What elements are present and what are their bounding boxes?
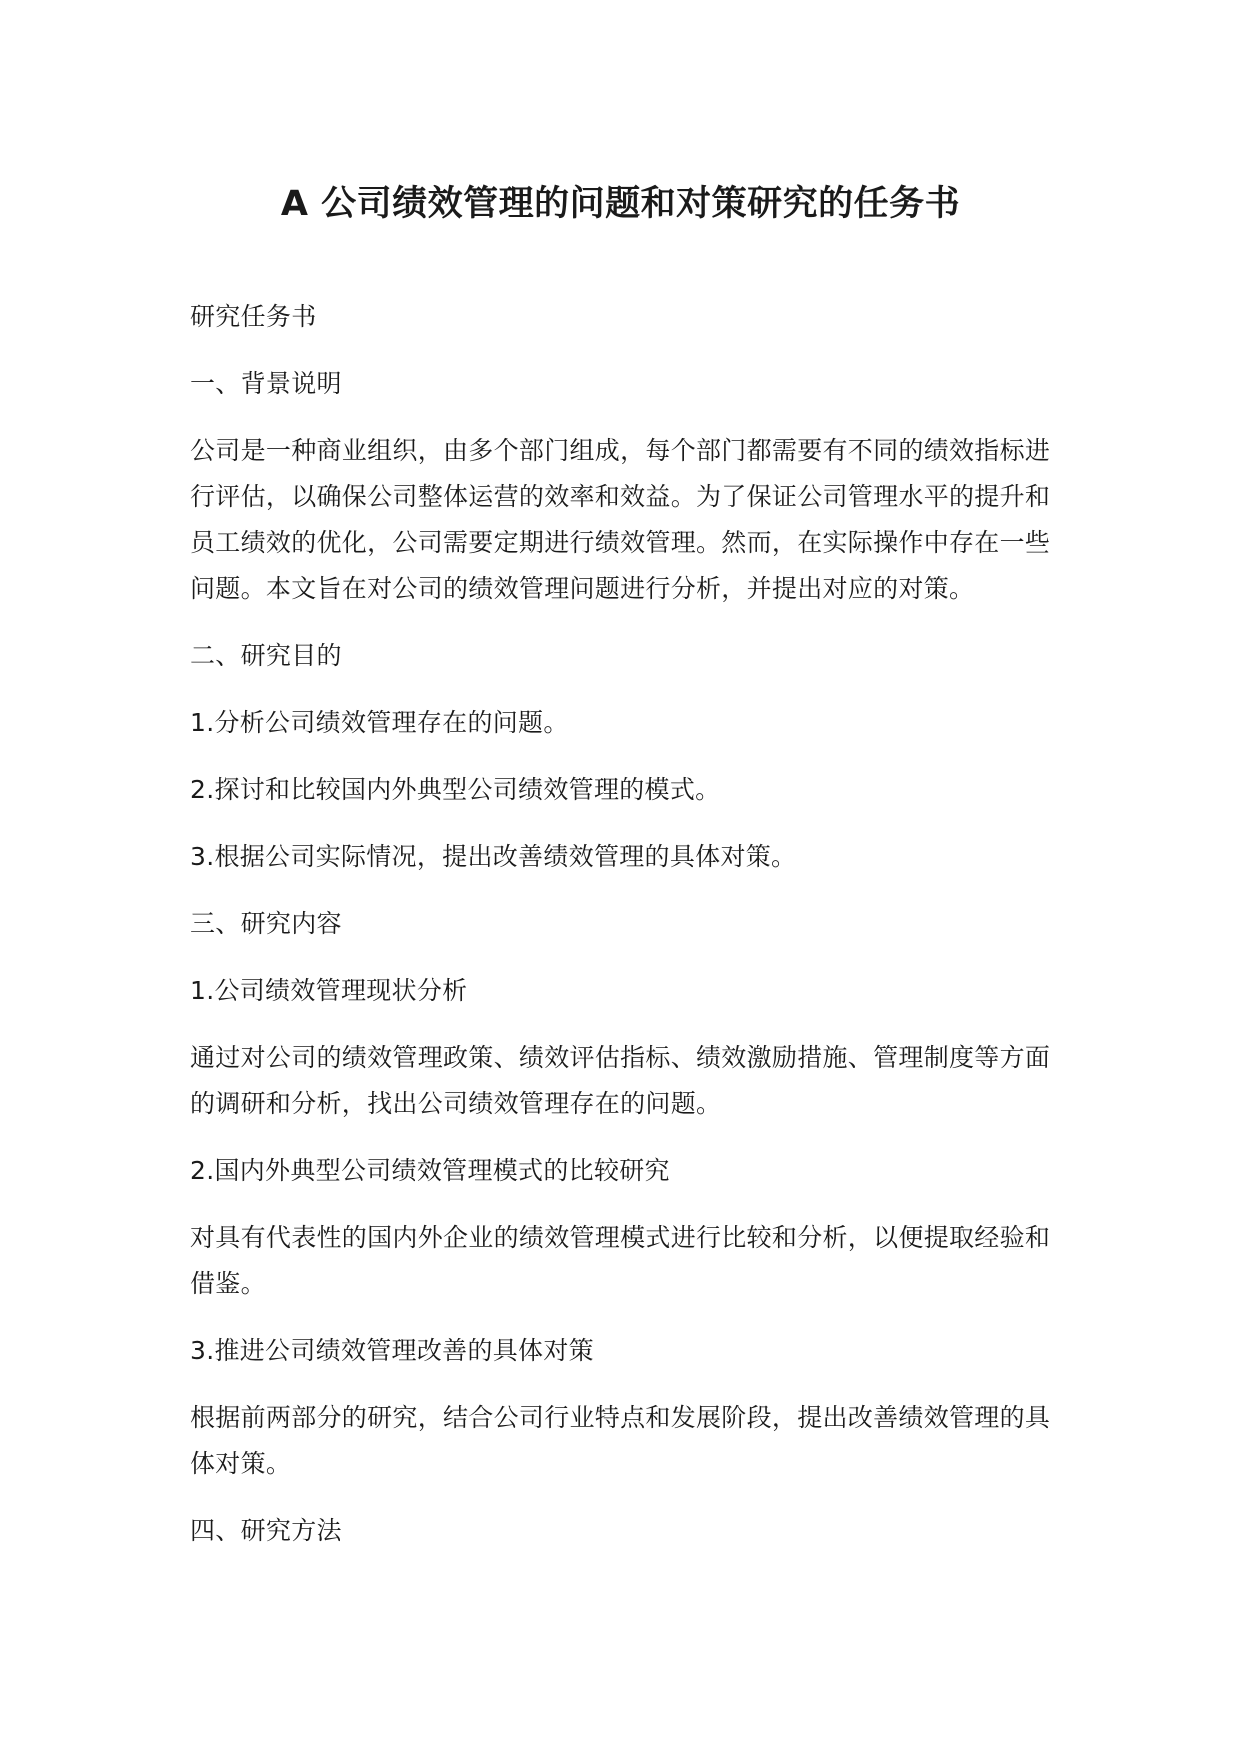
document-title: A 公司绩效管理的问题和对策研究的任务书 <box>280 184 961 224</box>
paragraph-content-2: 对具有代表性的国内外企业的绩效管理模式进行比较和分析，以便提取经验和借鉴。 <box>190 1223 1051 1298</box>
section-heading-method: 四、研究方法 <box>190 1516 342 1545</box>
section-heading-purpose: 二、研究目的 <box>190 641 342 670</box>
list-item-purpose-1: 1.分析公司绩效管理存在的问题。 <box>190 708 569 737</box>
subheading-content-1: 1.公司绩效管理现状分析 <box>190 976 468 1005</box>
document-body <box>190 294 1052 1575</box>
section-heading-background: 一、背景说明 <box>190 369 342 398</box>
paragraph-background: 公司是一种商业组织，由多个部门组成，每个部门都需要有不同的绩效指标进行评估，以确保公司整体运营的效率和效益。为了保证公司管理水平的提升和员工绩效的优化，公司需要定期进行绩效管理。然而，在实际操作中存在一些问题。本文旨在对公司的绩效管理问题进行分析，并提出对应的对策。 <box>190 436 1051 603</box>
list-item-purpose-2: 2.探讨和比较国内外典型公司绩效管理的模式。 <box>190 775 721 804</box>
subheading-content-3: 3.推进公司绩效管理改善的具体对策 <box>190 1336 594 1365</box>
paragraph-content-3: 根据前两部分的研究，结合公司行业特点和发展阶段，提出改善绩效管理的具体对策。 <box>190 1403 1051 1478</box>
paragraph-subtitle: 研究任务书 <box>190 302 317 331</box>
paragraph-content-1: 通过对公司的绩效管理政策、绩效评估指标、绩效激励措施、管理制度等方面的调研和分析，找出公司绩效管理存在的问题。 <box>190 1043 1051 1118</box>
section-heading-content: 三、研究内容 <box>190 909 342 938</box>
list-item-purpose-3: 3.根据公司实际情况，提出改善绩效管理的具体对策。 <box>190 842 797 871</box>
subheading-content-2: 2.国内外典型公司绩效管理模式的比较研究 <box>190 1156 670 1185</box>
